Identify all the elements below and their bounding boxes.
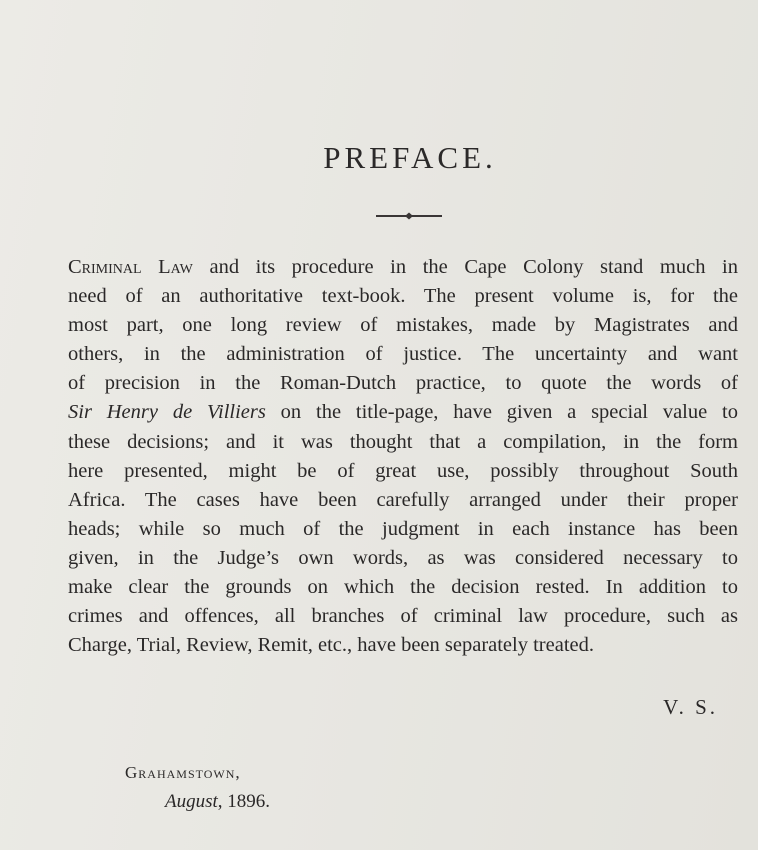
paragraph-line: these decisions; and it was thought that a compilation, in the form	[68, 430, 738, 453]
paragraph-line: Sir Henry de Villiers on the title-page, have given a special value to	[68, 401, 739, 424]
paragraph-line: crimes and offences, all branches of criminal law procedure, such as	[68, 605, 738, 628]
paragraph-line: Charge, Trial, Review, Remit, etc., have been separately treated.	[68, 634, 594, 657]
paragraph-line: make clear the grounds on which the decision rested. In addition to	[68, 576, 738, 599]
italic-name: Sir Henry de Villiers	[68, 401, 266, 424]
paragraph-line: heads; while so much of the judgment in each instance has been	[68, 517, 738, 540]
paragraph-line: of precision in the Roman-Dutch practice, to quote the words of	[68, 372, 738, 395]
ornamental-rule	[376, 211, 442, 221]
opening-word: Law	[158, 256, 193, 278]
preface-paragraph	[68, 253, 738, 660]
opening-word: Criminal	[68, 256, 142, 278]
paragraph-line: Africa. The cases have been carefully arranged under their proper	[68, 488, 738, 511]
page-title: PREFACE.	[323, 140, 497, 175]
date-month: August	[165, 791, 218, 812]
paragraph-line: others, in the administration of justice. The uncertainty and want	[68, 343, 738, 366]
paragraph-line: given, in the Judge’s own words, as was considered necessary to	[68, 546, 738, 569]
paragraph-line: most part, one long review of mistakes, made by Magistrates and	[68, 314, 738, 337]
place-line: Grahamstown,	[125, 763, 241, 782]
author-initials: V. S.	[663, 695, 718, 719]
paragraph-line: Criminal Law and its procedure in the Cape Colony stand much in	[68, 256, 738, 278]
date-line	[165, 791, 270, 813]
date-year: , 1896.	[217, 791, 271, 812]
paragraph-line: need of an authoritative text-book. The present volume is, for the	[68, 285, 738, 308]
paragraph-line: here presented, might be of great use, possibly throughout South	[68, 459, 738, 482]
